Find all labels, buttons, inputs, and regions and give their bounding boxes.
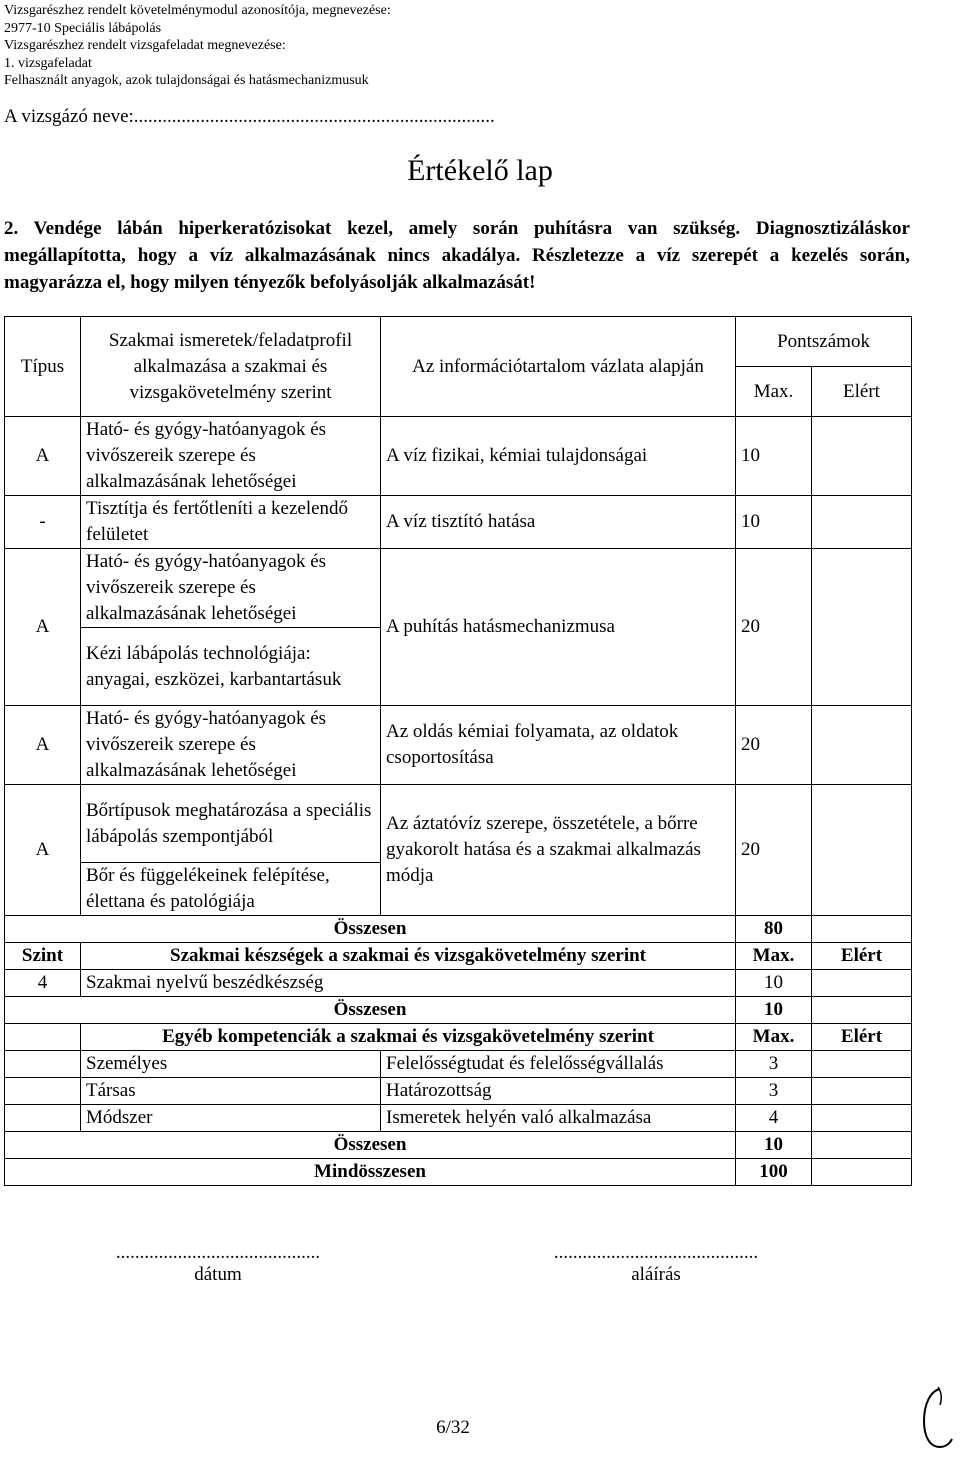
competency-max: 3 xyxy=(736,1078,812,1105)
date-signature-block xyxy=(88,1242,348,1286)
table-row xyxy=(5,417,912,496)
header-line: Vizsgarészhez rendelt követelménymodul azonosítója, megnevezése: xyxy=(4,3,391,18)
skill-name: Szakmai nyelvű beszédkészség xyxy=(81,970,736,997)
signature-dots: ........................................... xyxy=(553,1242,759,1263)
competency-category: Társas xyxy=(81,1078,381,1105)
competency-name: Ismeretek helyén való alkalmazása xyxy=(381,1105,736,1132)
row-type: A xyxy=(5,417,81,496)
sum-label: Összesen xyxy=(5,1132,736,1159)
page-header xyxy=(4,2,391,90)
sum-elert[interactable] xyxy=(812,916,912,943)
col-header-max: Max. xyxy=(736,367,812,417)
row-profile: Bőr és függelékeinek felépítése, élettana és patológiája xyxy=(81,863,381,916)
total-value: 100 xyxy=(736,1159,812,1186)
sum-label: Összesen xyxy=(5,916,736,943)
competency-elert[interactable] xyxy=(812,1051,912,1078)
sum-label: Összesen xyxy=(5,997,736,1024)
row-elert[interactable] xyxy=(812,706,912,785)
row-type: A xyxy=(5,706,81,785)
competency-category: Módszer xyxy=(81,1105,381,1132)
skills-header-elert: Elért xyxy=(812,943,912,970)
total-row xyxy=(5,1159,912,1186)
competency-header-elert: Elért xyxy=(812,1024,912,1051)
skill-level: 4 xyxy=(5,970,81,997)
row-profile: Ható- és gyógy-hatóanyagok és vivőszereik szerepe és alkalmazásának lehetőségei xyxy=(81,417,381,496)
col-header-info: Az információtartalom vázlata alapján xyxy=(381,317,736,417)
total-label: Mindösszesen xyxy=(5,1159,736,1186)
total-elert[interactable] xyxy=(812,1159,912,1186)
skill-row xyxy=(5,970,912,997)
competency-header-max: Max. xyxy=(736,1024,812,1051)
row-elert[interactable] xyxy=(812,496,912,549)
row-profile: Ható- és gyógy-hatóanyagok és vivőszereik szerepe és alkalmazásának lehetőségei xyxy=(81,549,381,628)
row-info: Az oldás kémiai folyamata, az oldatok csoportosítása xyxy=(381,706,736,785)
competency-elert[interactable] xyxy=(812,1105,912,1132)
row-max: 20 xyxy=(736,785,812,916)
competency-row xyxy=(5,1105,912,1132)
col-header-szakmai: Szakmai ismeretek/feladatprofil alkalmazása a szakmai és vizsgakövetelmény szerint xyxy=(81,317,381,417)
evaluation-table xyxy=(4,316,912,1186)
table-row xyxy=(5,785,912,863)
sum-row xyxy=(5,997,912,1024)
sum-elert[interactable] xyxy=(812,1132,912,1159)
competency-name: Felelősségtudat és felelősségvállalás xyxy=(381,1051,736,1078)
task-description: 2. Vendége lábán hiperkeratózisokat kezel, amely során puhításra van szükség. Diagnosztizáláskor megállapította, hogy a víz alkalmazásának nincs akadálya. Részletezze a víz szerepét a kezelés során, magyarázza el, hogy milyen tényezők befolyásolják alkalmazását! xyxy=(4,218,910,293)
competency-row xyxy=(5,1078,912,1105)
competency-row xyxy=(5,1051,912,1078)
row-type: A xyxy=(5,785,81,916)
competency-header-row xyxy=(5,1024,912,1051)
sum-value: 10 xyxy=(736,1132,812,1159)
sum-row xyxy=(5,916,912,943)
table-row xyxy=(5,549,912,628)
signature-label: aláírás xyxy=(631,1264,681,1285)
skills-header-max: Max. xyxy=(736,943,812,970)
handwritten-initial-mark xyxy=(916,1385,956,1455)
row-info: Az áztatóvíz szerepe, összetétele, a bőrre gyakorolt hatása és a szakmai alkalmazás módja xyxy=(381,785,736,916)
skill-elert[interactable] xyxy=(812,970,912,997)
row-info: A víz tisztító hatása xyxy=(381,496,736,549)
sum-elert[interactable] xyxy=(812,997,912,1024)
skills-header-row xyxy=(5,943,912,970)
row-profile: Kézi lábápolás technológiája: anyagai, eszközei, karbantartásuk xyxy=(81,628,381,706)
row-elert[interactable] xyxy=(812,785,912,916)
competency-name: Határozottság xyxy=(381,1078,736,1105)
sum-value: 10 xyxy=(736,997,812,1024)
competency-elert[interactable] xyxy=(812,1078,912,1105)
row-info: A víz fizikai, kémiai tulajdonságai xyxy=(381,417,736,496)
candidate-name-line: A vizsgázó neve:............................................................................ xyxy=(4,106,495,127)
row-max: 20 xyxy=(736,549,812,706)
col-header-elert: Elért xyxy=(812,367,912,417)
table-header-row xyxy=(5,317,912,367)
signature-block xyxy=(526,1242,786,1286)
sum-row xyxy=(5,1132,912,1159)
skill-max: 10 xyxy=(736,970,812,997)
page-title: Értékelő lap xyxy=(407,154,553,187)
competency-max: 3 xyxy=(736,1051,812,1078)
header-line: Felhasznált anyagok, azok tulajdonságai és hatásmechanizmusuk xyxy=(4,73,369,88)
skills-header-szint: Szint xyxy=(5,943,81,970)
header-line: 2977-10 Speciális lábápolás xyxy=(4,20,162,36)
competency-category: Személyes xyxy=(81,1051,381,1078)
row-elert[interactable] xyxy=(812,549,912,706)
col-header-tipus: Típus xyxy=(5,317,81,417)
page-number: 6/32 xyxy=(436,1417,470,1438)
sum-value: 80 xyxy=(736,916,812,943)
row-type: A xyxy=(5,549,81,706)
row-info: A puhítás hatásmechanizmusa xyxy=(381,549,736,706)
row-max: 10 xyxy=(736,417,812,496)
table-row xyxy=(5,706,912,785)
col-header-pontszamok: Pontszámok xyxy=(736,317,912,367)
row-profile: Tisztítja és fertőtleníti a kezelendő felületet xyxy=(81,496,381,549)
competency-max: 4 xyxy=(736,1105,812,1132)
row-elert[interactable] xyxy=(812,417,912,496)
row-profile: Bőrtípusok meghatározása a speciális lábápolás szempontjából xyxy=(81,785,381,863)
skills-header-title: Szakmai készségek a szakmai és vizsgakövetelmény szerint xyxy=(81,943,736,970)
header-line: Vizsgarészhez rendelt vizsgafeladat megnevezése: xyxy=(4,38,286,53)
row-max: 20 xyxy=(736,706,812,785)
row-max: 10 xyxy=(736,496,812,549)
row-profile: Ható- és gyógy-hatóanyagok és vivőszereik szerepe és alkalmazásának lehetőségei xyxy=(81,706,381,785)
date-label: dátum xyxy=(194,1264,242,1285)
row-type: - xyxy=(5,496,81,549)
header-line: 1. vizsgafeladat xyxy=(4,55,92,71)
date-dots: ........................................... xyxy=(115,1242,321,1263)
competency-header-title: Egyéb kompetenciák a szakmai és vizsgakövetelmény szerint xyxy=(81,1024,736,1051)
table-row xyxy=(5,496,912,549)
